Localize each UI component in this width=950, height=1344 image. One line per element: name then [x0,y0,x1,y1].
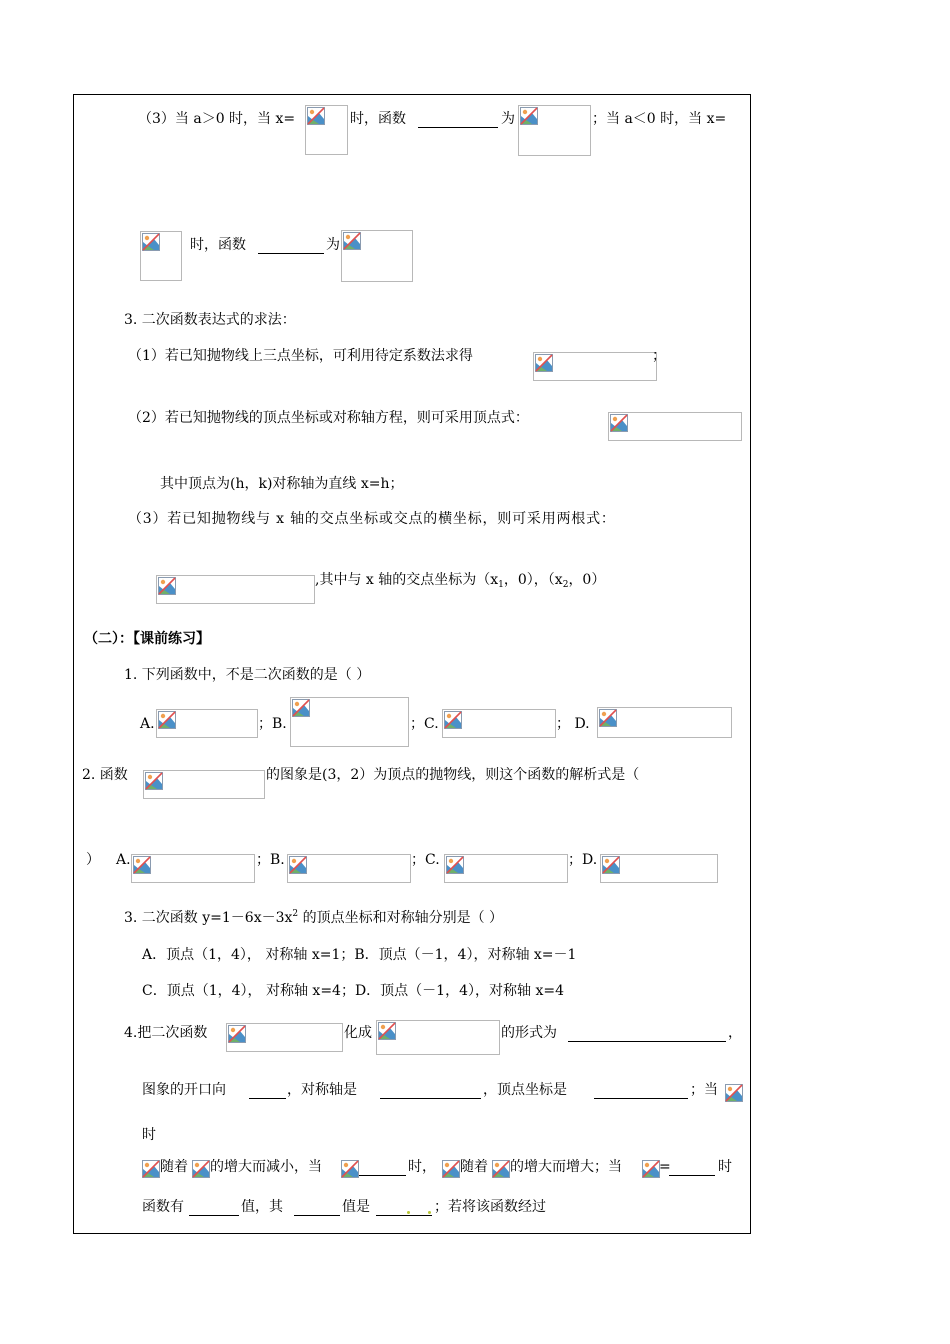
broken-image-icon [158,711,176,729]
q4-line2-c: ，顶点坐标是 [483,1082,567,1098]
answer-blank[interactable] [669,1174,715,1176]
broken-image-icon [446,856,464,874]
section3-heading: 3. 二次函数表达式的求法： [124,312,296,328]
broken-image-icon [133,856,151,874]
q2-option-b-image[interactable] [287,854,411,883]
q4-line5-c: 值是 [342,1199,370,1215]
answer-blank[interactable] [380,1097,481,1099]
q2-option-d-image[interactable] [600,854,718,883]
q4-line2-a: 图象的开口向 [142,1082,226,1098]
q3-text [124,909,503,929]
q3-options-line1: A．顶点（1，4）， 对称轴 x=1；B．顶点（－1，4），对称轴 x=－1 [142,947,577,963]
broken-image-icon [599,709,617,727]
superscript-2: 2 [292,909,299,919]
broken-image-icon [520,107,538,125]
q4-mid: 化成 [344,1025,372,1041]
answer-blank[interactable] [568,1040,726,1042]
broken-image-icon [602,856,620,874]
q3-text-post: 的顶点坐标和对称轴分别是（ ） [298,910,504,926]
item3-line2-text-1: 时，函数 [190,237,246,253]
mark-dot [407,1211,410,1214]
broken-image-icon [158,577,176,595]
formula-image [518,105,591,156]
q4-pre: 4.把二次函数 [124,1025,208,1041]
broken-image-icon [535,354,553,372]
formula-image [533,352,657,381]
answer-blank[interactable] [258,252,324,254]
formula-image [226,1023,343,1052]
formula-image [341,230,413,282]
q1-option-a-label: A. [140,716,155,732]
broken-image-icon [307,107,325,125]
broken-image-icon [378,1022,396,1040]
q4-line2-d: ；当 [690,1082,718,1098]
broken-image-icon [442,1160,460,1178]
q2-close-paren: ） [86,852,100,868]
q4-line4-b: 的增大而减小，当 [210,1159,322,1175]
broken-image-icon [292,699,310,717]
q1-option-b-image[interactable] [290,697,409,747]
item3-text-1: （3）当 a＞0 时，当 x= [138,111,296,127]
q1-text: 1. 下列函数中，不是二次函数的是（ ） [124,667,371,683]
p3-tail-text: ，0），（x [503,572,563,588]
q1-option-a-image[interactable] [156,709,258,738]
q4-end: ， [728,1025,742,1041]
mark-dot [428,1211,431,1214]
formula-image [143,770,265,799]
subscript-1: 1 [498,580,504,590]
q4-line4-a: 随着 [160,1159,188,1175]
q3-text-pre: 3. 二次函数 y=1－6x－3x [124,910,293,926]
q4-line4-e: 的增大而增大；当 [510,1159,622,1175]
q4-line5-d: ；若将该函数经过 [434,1199,546,1215]
answer-blank[interactable] [376,1214,432,1216]
broken-image-icon [343,232,361,250]
answer-blank[interactable] [189,1214,239,1216]
q1-option-d-label: ； D. [556,716,590,732]
p3-tail-text: ，0） [568,572,606,588]
formula-image [156,575,315,604]
broken-image-icon [142,1160,160,1178]
broken-image-icon [492,1160,510,1178]
broken-image-icon [145,772,163,790]
q2-option-a-label: A. [116,852,131,868]
section3-p3: （3）若已知抛物线与 x 轴的交点坐标或交点的横坐标，则可采用两根式： [128,511,616,527]
formula-image [305,105,348,155]
q2-option-a-image[interactable] [131,854,255,883]
q1-option-b-label: ；B. [258,716,287,732]
formula-image [608,412,742,441]
item3-text-3: 为 [501,111,515,127]
q2-option-b-label: ；B. [256,852,285,868]
q4-line4-c: 时， [408,1159,436,1175]
q2-text: 的图象是(3，2）为顶点的抛物线，则这个函数的解析式是（ [266,767,640,783]
q4-post: 的形式为 [501,1025,557,1041]
formula-image [140,231,182,281]
answer-blank[interactable] [594,1097,688,1099]
broken-image-icon [142,233,160,251]
q4-line2-b: ，对称轴是 [287,1082,357,1098]
answer-blank[interactable] [249,1097,286,1099]
broken-image-icon [289,856,307,874]
answer-blank[interactable] [294,1214,340,1216]
broken-image-icon [228,1025,246,1043]
formula-image [376,1020,500,1055]
section3-p2: （2）若已知抛物线的顶点坐标或对称轴方程，则可采用顶点式： [128,410,529,426]
q4-line4-f: = [659,1159,671,1175]
broken-image-icon [444,711,462,729]
answer-blank[interactable] [418,126,498,128]
broken-image-icon [341,1160,359,1178]
q3-options-line2: C．顶点（1，4）， 对称轴 x=4；D．顶点（－1，4），对称轴 x=4 [142,983,564,999]
q1-option-c-image[interactable] [442,709,556,738]
broken-image-icon [192,1160,210,1178]
section3-p3-tail [315,571,605,591]
broken-image-icon [610,414,628,432]
q2-option-c-image[interactable] [444,854,568,883]
q2-start: 2. 函数 [82,767,128,783]
item3-text-2: 时，函数 [350,111,406,127]
q2-option-c-label: ；C. [411,852,440,868]
q1-option-c-label: ；C. [410,716,439,732]
q4-line4-g: 时 [718,1159,732,1175]
p3-tail-text: ,其中与 x 轴的交点坐标为（x [315,572,499,588]
section3-p1-end: ； [652,348,666,364]
broken-image-icon [642,1160,660,1178]
q4-line4-d: 随着 [460,1159,488,1175]
q4-line5-a: 函数有 [142,1199,184,1215]
q2-option-d-label: ；D. [568,852,598,868]
section3-p2-note: 其中顶点为(h，k)对称轴为直线 x=h； [160,476,404,492]
item3-line2-text-2: 为 [326,237,340,253]
practice-heading: （二）：【课前练习】 [84,631,210,647]
q4-line5-b: 值，其 [241,1199,283,1215]
q1-option-d-image[interactable] [597,707,732,738]
q4-line3: 时 [142,1127,156,1143]
broken-image-icon [725,1084,743,1102]
section3-p1: （1）若已知抛物线上三点坐标，可利用待定系数法求得 [128,348,473,364]
subscript-2: 2 [562,580,569,590]
item3-text-4: ；当 a＜0 时，当 x= [592,111,727,127]
answer-blank[interactable] [359,1174,406,1176]
